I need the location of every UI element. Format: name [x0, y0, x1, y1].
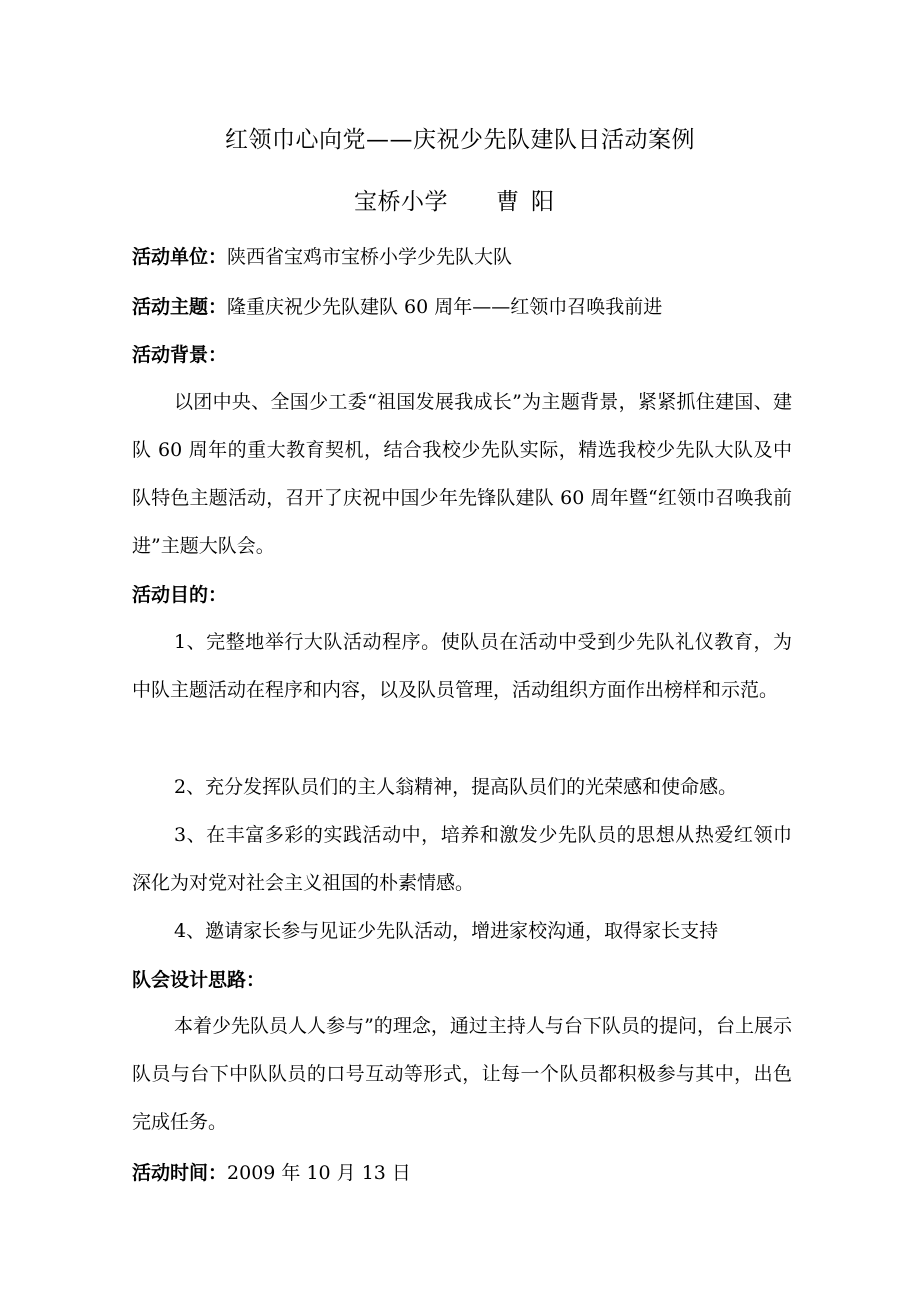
activity-theme-line	[132, 294, 662, 320]
author-name: 曹阳	[496, 189, 566, 215]
activity-time-line	[132, 1160, 411, 1186]
activity-unit-value: 陕西省宝鸡市宝桥小学少先队大队	[227, 246, 513, 268]
activity-background-text: 以团中央、全国少工委“祖国发展我成长”为主题背景，紧紧抓住建国、建队 60 周年的重大教育契机，结合我校少先队实际，精选我校少先队大队及中队特色主题活动，召开了庆祝中国少年先锋队建队 60 周年暨“红领巾召唤我前进”主题大队会。	[132, 391, 792, 557]
activity-theme-value: 隆重庆祝少先队建队 60 周年——红领巾召唤我前进	[227, 296, 663, 318]
activity-time-value: 2009 年 10 月 13 日	[227, 1162, 411, 1184]
activity-purpose-heading: 活动目的：	[132, 584, 228, 606]
purpose-item-2: 2、充分发挥队员们的主人翁精神，提高队员们的光荣感和使命感。	[174, 776, 738, 798]
activity-unit-label: 活动单位：	[132, 246, 228, 268]
activity-time-label: 活动时间：	[132, 1162, 228, 1184]
document-title: 红领巾心向党——庆祝少先队建队日活动案例	[225, 127, 695, 153]
activity-unit-line	[132, 244, 512, 270]
activity-background-heading: 活动背景：	[132, 344, 228, 366]
activity-theme-label: 活动主题：	[132, 296, 228, 318]
school-name: 宝桥小学	[354, 189, 448, 215]
purpose-item-1: 1、完整地举行大队活动程序。使队员在活动中受到少先队礼仪教育，为中队主题活动在程序和内容，以及队员管理，活动组织方面作出榜样和示范。	[132, 631, 792, 701]
document-subtitle	[0, 183, 920, 216]
purpose-item-4: 4、邀请家长参与见证少先队活动，增进家校沟通，取得家长支持	[174, 920, 719, 942]
design-idea-heading: 队会设计思路：	[132, 969, 266, 991]
purpose-item-3: 3、在丰富多彩的实践活动中，培养和激发少先队员的思想从热爱红领巾深化为对党对社会主义祖国的朴素情感。	[132, 824, 792, 894]
design-idea-text: 本着少先队员人人参与”的理念，通过主持人与台下队员的提问，台上展示队员与台下中队队员的口号互动等形式，让每一个队员都积极参与其中，出色完成任务。	[132, 1015, 792, 1133]
